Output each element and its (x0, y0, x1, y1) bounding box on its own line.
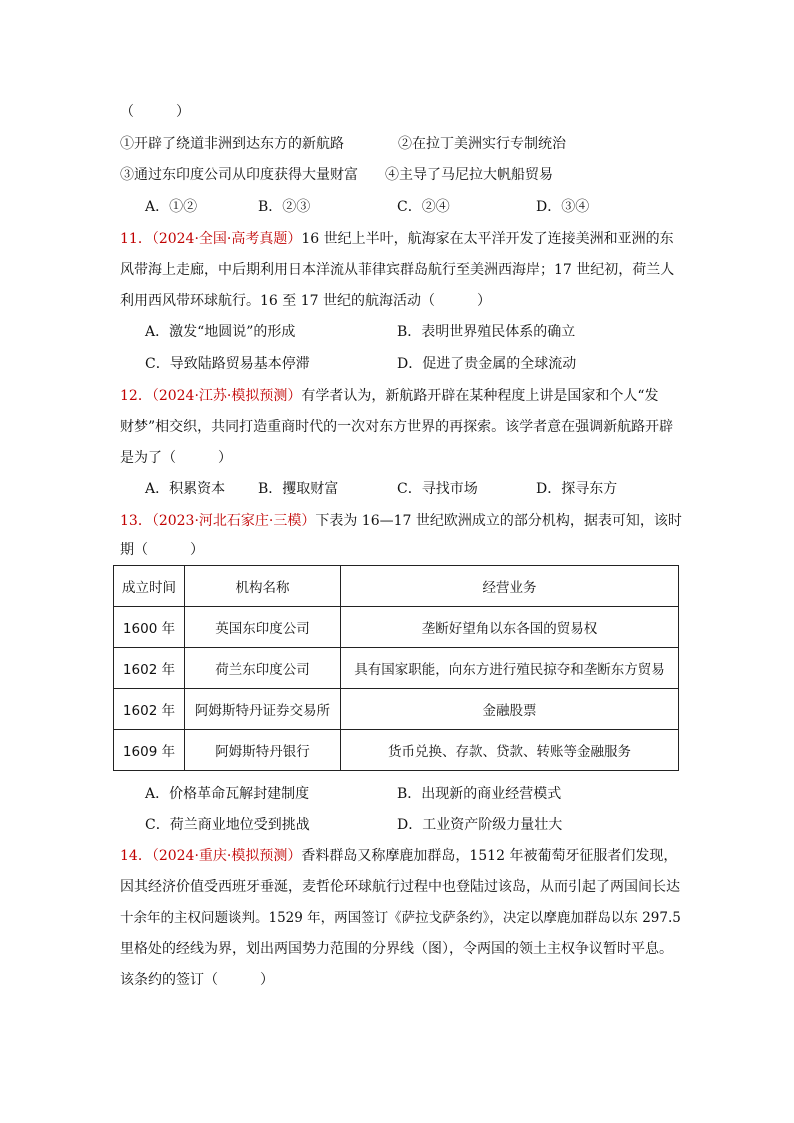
q13-source: （2023·河北石家庄·三模） (151, 513, 316, 529)
q14-text-1: 香料群岛又称摩鹿加群岛，1512 年被葡萄牙征服者们发现， (301, 848, 678, 864)
q12-text-1: 有学者认为，新航路开辟在某种程度上讲是国家和个人“发 (301, 388, 659, 404)
table-header-business: 经营业务 (341, 566, 679, 607)
q13-option-b: B．出现新的商业经营模式 (397, 786, 562, 802)
table-cell-business: 具有国家职能，向东方进行殖民掠夺和垄断东方贸易 (341, 648, 679, 689)
table-cell-business: 货币兑换、存款、贷款、转账等金融服务 (341, 730, 679, 771)
table-row (114, 730, 679, 771)
q14-stem-line-1 (120, 846, 677, 866)
table-cell-name: 荷兰东印度公司 (185, 648, 341, 689)
q13-stem-line-2: 期（ ） (120, 542, 204, 558)
table-cell-date: 1602 年 (114, 689, 185, 730)
table-cell-business: 金融股票 (341, 689, 679, 730)
q13-text-1: 下表为 16—17 世纪欧洲成立的部分机构，据表可知，该时 (315, 513, 682, 529)
q14-source: （2024·重庆·模拟预测） (151, 848, 302, 864)
q11-text-1: 16 世纪上半叶，航海家在太平洋开发了连接美洲和亚洲的东 (301, 231, 674, 247)
q10-option-a: A．①② (145, 199, 198, 215)
table-cell-date: 1602 年 (114, 648, 185, 689)
q11-number: 11． (120, 231, 152, 247)
q14-stem-line-2: 因其经济价值受西班牙垂涎，麦哲伦环球航行过程中也登陆过该岛，从而引起了两国间长达 (120, 879, 680, 895)
table-header-date: 成立时间 (114, 566, 185, 607)
q12-option-a: A．积累资本 (145, 481, 226, 497)
table-header-name: 机构名称 (185, 566, 341, 607)
table-row (114, 648, 679, 689)
table-cell-name: 阿姆斯特丹银行 (185, 730, 341, 771)
table-cell-name: 阿姆斯特丹证券交易所 (185, 689, 341, 730)
q10-item-1: ①开辟了绕道非洲到达东方的新航路 (120, 136, 344, 152)
q14-number: 14． (120, 848, 152, 864)
q11-source: （2024·全国·高考真题） (151, 231, 302, 247)
q11-stem-line-2: 风带海上走廊，中后期利用日本洋流从菲律宾群岛航行至美洲西海岸；17 世纪初，荷兰人 (120, 262, 675, 278)
q11-stem-line-3: 利用西风带环球航行。16 至 17 世纪的航海活动（ ） (120, 293, 491, 309)
table-row (114, 689, 679, 730)
q11-option-a: A．激发“地圆说”的形成 (145, 324, 296, 340)
table-cell-date: 1600 年 (114, 607, 185, 648)
q12-stem-line-1 (120, 386, 659, 406)
table-row (114, 607, 679, 648)
q11-stem-line-1 (120, 229, 674, 249)
q11-option-b: B．表明世界殖民体系的确立 (397, 324, 576, 340)
q12-option-c: C．寻找市场 (397, 481, 478, 497)
table-cell-date: 1609 年 (114, 730, 185, 771)
q12-option-d: D．探寻东方 (536, 481, 618, 497)
q13-number: 13． (120, 513, 152, 529)
q14-stem-line-5: 该条约的签订（ ） (120, 972, 274, 988)
q10-stem-tail: （ ） (120, 104, 190, 120)
q10-item-3: ③通过东印度公司从印度获得大量财富 (120, 167, 358, 183)
q13-stem-line-1 (120, 511, 682, 531)
q14-stem-line-3: 十余年的主权问题谈判。1529 年，两国签订《萨拉戈萨条约》，决定以摩鹿加群岛以东 297.5 (120, 910, 681, 926)
q13-option-a: A．价格革命瓦解封建制度 (145, 786, 310, 802)
q13-option-d: D．工业资产阶级力量壮大 (397, 817, 563, 833)
q13-option-c: C．荷兰商业地位受到挑战 (145, 817, 310, 833)
q12-option-b: B．攫取财富 (258, 481, 339, 497)
q10-item-2: ②在拉丁美洲实行专制统治 (398, 136, 566, 152)
q13-table (113, 565, 679, 771)
q14-stem-line-4: 里格处的经线为界，划出两国势力范围的分界线（图），令两国的领土主权争议暂时平息。 (120, 941, 673, 957)
q12-source: （2024·江苏·模拟预测） (151, 388, 302, 404)
q12-stem-line-2: 财梦”相交织，共同打造重商时代的一次对东方世界的再探索。该学者意在强调新航路开辟 (120, 419, 674, 435)
q11-option-d: D．促进了贵金属的全球流动 (397, 356, 577, 372)
table-header-row (114, 566, 679, 607)
q12-number: 12． (120, 388, 152, 404)
q10-item-4: ④主导了马尼拉大帆船贸易 (385, 167, 553, 183)
q11-option-c: C．导致陆路贸易基本停滞 (145, 356, 310, 372)
table-cell-business: 垄断好望角以东各国的贸易权 (341, 607, 679, 648)
q10-option-b: B．②③ (258, 199, 311, 215)
q10-option-d: D．③④ (536, 199, 590, 215)
table-cell-name: 英国东印度公司 (185, 607, 341, 648)
q10-option-c: C．②④ (397, 199, 450, 215)
q12-stem-line-3: 是为了（ ） (120, 450, 232, 466)
